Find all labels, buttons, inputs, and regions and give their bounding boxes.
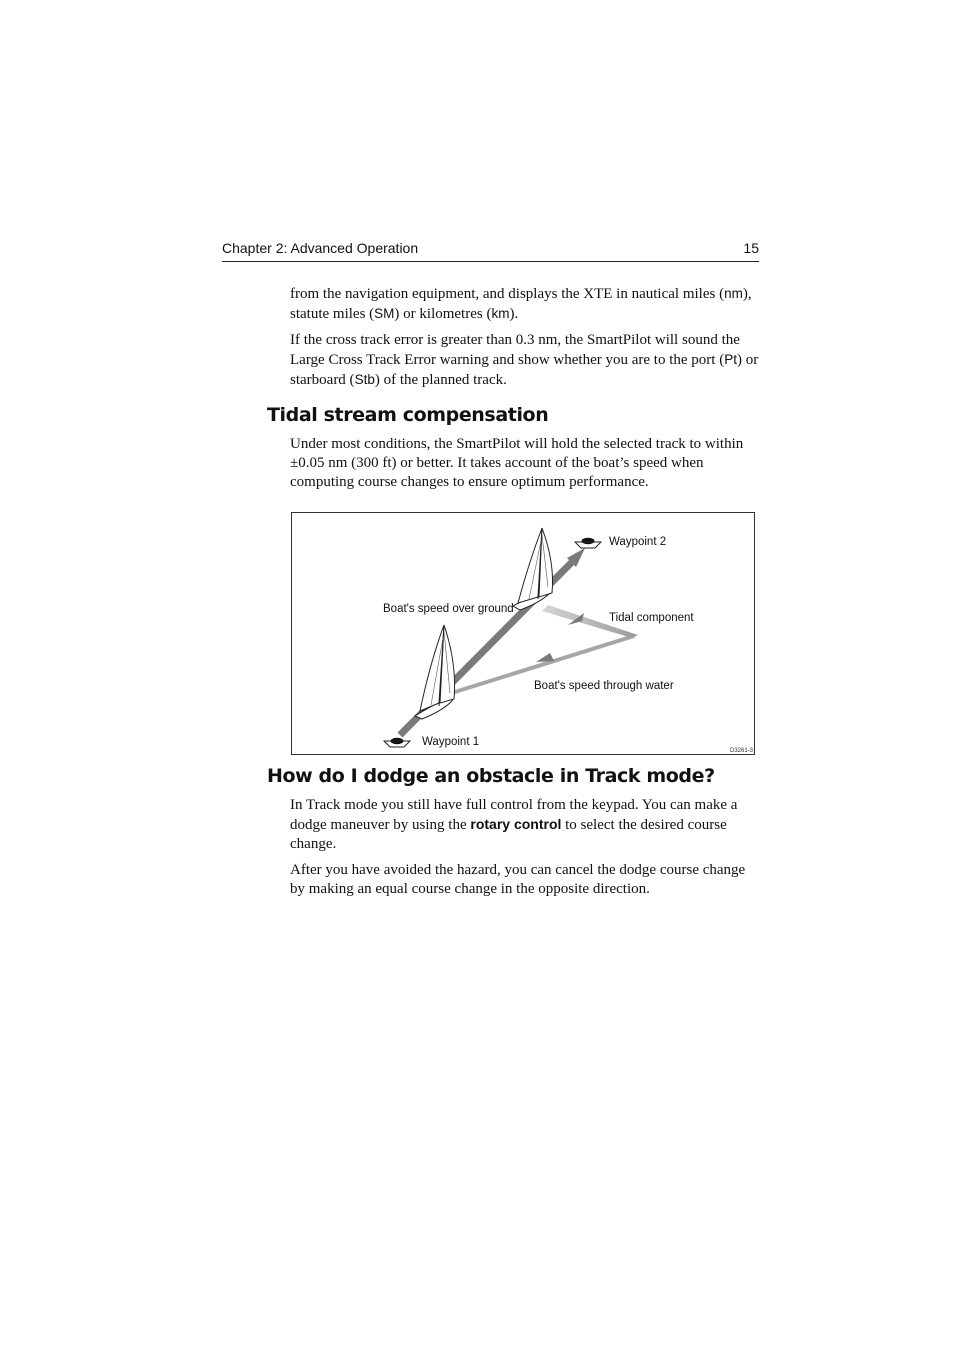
rotary-control-key: rotary control [470,816,562,832]
tidal-component-label: Tidal component [609,612,694,624]
figure-code: D3261-3 [730,748,754,754]
waypoint-1-icon [384,738,410,747]
tidal-heading: Tidal stream compensation [267,404,549,426]
text-run: In Track mode you still have full control from the keypad. You can make a dodge maneuver by using the [290,797,738,833]
dodge-heading: How do I dodge an obstacle in Track mode? [267,765,715,787]
page-header [222,239,759,262]
dodge-paragraph-2: After you have avoided the hazard, you can cancel the dodge course change by making an equal course change in the opposite direction. [290,862,746,897]
speed-over-ground-label: Boat's speed over ground [383,603,514,615]
starboard-code: Stb [354,372,375,387]
intro-paragraph-2 [290,331,760,390]
text-run: ) or starboard ( [290,352,759,388]
waypoint-2-label: Waypoint 2 [609,536,667,548]
text-run: ). [509,306,519,322]
page-number: 15 [743,240,759,256]
chapter-title: Chapter 2: Advanced Operation [222,240,419,256]
tidal-diagram-svg [292,513,754,754]
port-code: Pt [724,352,737,367]
speed-through-water-label: Boat's speed through water [534,680,674,692]
text-run: ), statute miles ( [290,286,752,322]
sailboat-2-icon [513,528,553,610]
waypoint-2-icon [575,538,601,548]
text-run: ) or kilometres ( [394,306,492,322]
dodge-paragraph-1 [290,796,760,854]
unit-nm: nm [724,286,743,301]
text-run: from the navigation equipment, and displays the XTE in nautical miles ( [290,286,725,302]
intro-paragraph-1 [290,284,760,324]
tidal-paragraph: Under most conditions, the SmartPilot will hold the selected track to within ±0.05 nm (300 ft) or better. It takes account of the boat’s speed when computing course changes to ensure optimum performance. [290,436,744,490]
text-run: If the cross track error is greater than 0.3 nm, the SmartPilot will sound the Large Cross Track Error warning and show whether you are to the port ( [290,332,740,368]
unit-km: km [491,306,510,321]
waypoint-1-label: Waypoint 1 [422,736,480,748]
unit-sm: SM [374,306,395,321]
sailboat-1-icon [415,625,455,719]
tidal-diagram [291,512,755,755]
speed-through-water-arrow [536,653,554,662]
text-run: to select the desired course change. [290,817,727,852]
text-run: ) of the planned track. [374,372,507,388]
